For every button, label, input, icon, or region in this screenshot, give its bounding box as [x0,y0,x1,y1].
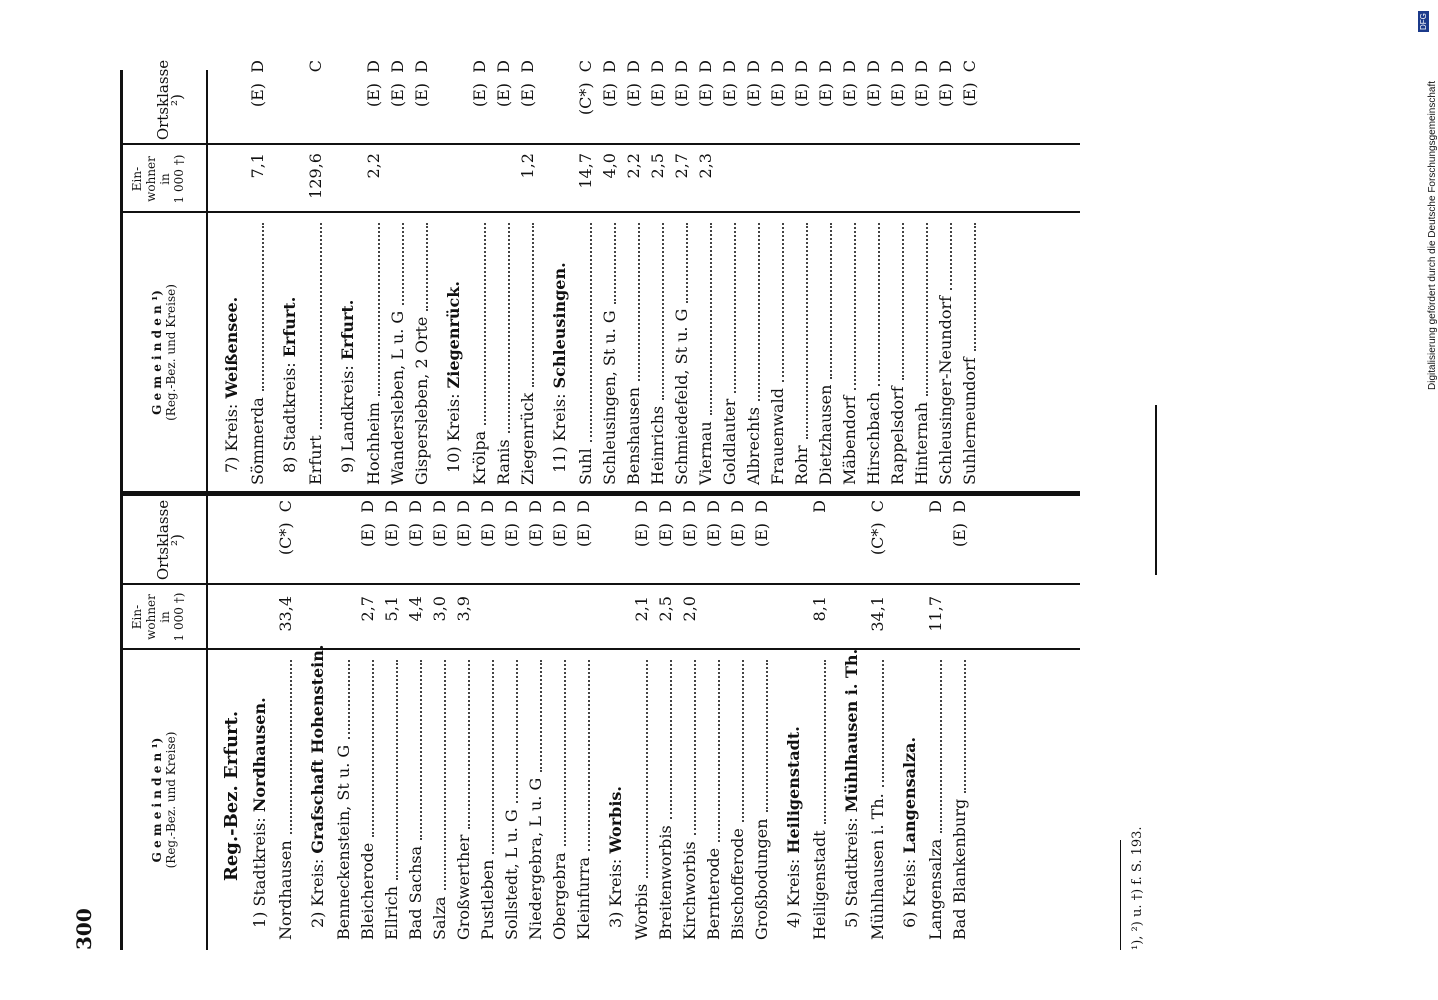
table-row [948,490,972,940]
page-number: 300 [72,908,96,950]
population-value: 1,2 [518,153,537,179]
leader-dots [564,660,566,846]
leader-dots [396,660,398,880]
table-row [654,490,678,940]
ortsklasse-value: (E) D [704,500,723,548]
table-row [934,50,958,485]
municipality-name: Viernau [696,421,715,485]
municipality-name: Mäbendorf [840,395,859,485]
municipality-name: Sollstedt, L u. G [502,809,521,940]
table-row [646,50,670,485]
municipality-name: Rohr [792,445,811,485]
municipality-name: Sömmerda [248,397,267,485]
table-row [726,490,750,940]
leader-dots [710,223,712,415]
leader-dots [902,223,904,380]
population-value: 2,0 [680,596,699,622]
header-ortsklasse-right: Ortsklasse ²) [154,59,186,141]
leader-dots [694,660,696,835]
table-row [404,490,428,940]
municipality-name: Albrechts [744,407,763,485]
ortsklasse-value: (E) D [248,60,267,108]
top-rule [120,70,123,950]
municipality-name: Nordhausen [276,840,295,940]
header-gemeinden-label-r: G e m e i n d e n ¹) [150,290,164,415]
municipality-name: Ranis [494,439,513,485]
ortsklasse-value: (E) D [950,500,969,548]
table-row [814,50,838,485]
leader-dots [854,223,856,390]
table-row [246,50,270,485]
population-value: 34,1 [868,596,887,632]
population-value: 4,4 [406,596,425,622]
ortsklasse-value: (E) D [574,500,593,548]
municipality-name: Schleusinger-Neundorf [936,295,955,485]
section-label: 3) Kreis: [606,853,625,928]
population-value: 2,2 [624,153,643,179]
leader-dots [974,223,976,351]
municipality-name: Benneckenstein, St u. G [334,744,353,940]
leader-dots [420,660,422,840]
table-row [476,490,500,940]
right-column [220,55,1080,485]
rotated-document-page [72,20,1200,980]
ortsklasse-value: (E) D [358,500,377,548]
ortsklasse-value: (E) D [382,500,401,548]
population-value: 2,3 [696,153,715,179]
scan-divider-line [1155,405,1157,575]
section-label: 4) Kreis: [784,853,803,928]
ortsklasse-value: (E) D [752,500,771,548]
leader-dots [540,660,542,772]
municipality-name: Worbis [632,883,651,940]
leader-dots [950,223,952,290]
ortsklasse-value: (E) D [888,60,907,108]
municipality-name: Gispersleben, 2 Orte [412,316,431,485]
table-row [718,50,742,485]
table-row [910,50,934,485]
table-row [304,50,328,485]
leader-dots [662,223,664,400]
municipality-name: Hinternah [912,401,931,485]
population-value: 2,2 [364,153,383,179]
table-row [524,490,548,940]
table-row [838,50,862,485]
table-row [332,490,356,940]
section-label: 9) Landkreis: [338,360,357,473]
leader-dots [734,223,736,393]
table-row [362,50,386,485]
population-value: 2,7 [358,596,377,622]
leader-dots [516,660,518,803]
leader-dots [638,223,640,381]
leader-dots [824,660,826,824]
municipality-name: Pustleben [478,859,497,940]
leader-dots [348,660,350,739]
ortsklasse-value: (E) D [624,60,643,108]
population-value: 4,0 [600,153,619,179]
table-row [622,50,646,485]
section-heading [548,262,572,473]
leader-dots [926,223,928,396]
ortsklasse-value: (E) D [840,60,859,108]
municipality-name: Bischofferode [728,828,747,940]
table-row [452,490,476,940]
table-row [548,490,572,940]
table-row [356,490,380,940]
table-row [678,490,702,940]
table-row [742,50,766,485]
ortsklasse-value: (E) D [744,60,763,108]
ortsklasse-value: (E) D [792,60,811,108]
population-value: 2,5 [648,153,667,179]
section-label: 7) Kreis: [222,398,241,473]
ortsklasse-value: D [810,500,829,513]
section-heading [220,297,244,473]
ortsklasse-value: D [926,500,945,513]
leader-dots [508,223,510,433]
leader-dots [262,223,264,391]
table-row [428,490,452,940]
ortsklasse-value: (E) D [720,60,739,108]
table-row [410,50,434,485]
ortsklasse-value: (E) C [960,60,979,107]
municipality-name: Heiligenstadt [810,830,829,940]
municipality-name: Dietzhausen [816,384,835,485]
ortsklasse-value: (E) D [454,500,473,548]
municipality-name: Goldlauter [720,398,739,485]
table-row [808,490,832,940]
table-row [702,490,726,940]
municipality-name: Breitenworbis [656,825,675,940]
table-row [766,50,790,485]
municipality-name: Niedergebra, L u. G [526,777,545,940]
table-row [468,50,492,485]
leader-dots [484,223,486,425]
section-name: Worbis. [606,786,625,854]
section-label: 6) Kreis: [900,853,919,928]
table-row [574,50,598,485]
ortsklasse-value: (E) D [412,60,431,108]
ortsklasse-value: (E) D [864,60,883,108]
section-label: 11) Kreis: [550,388,569,473]
section-heading [278,297,302,473]
section-name: Nordhausen. [250,697,269,813]
ortsklasse-value: (C*) C [576,60,595,116]
ortsklasse-value: (C*) C [276,500,295,556]
municipality-name: Benshausen [624,387,643,485]
municipality-name: Frauenwald [768,388,787,485]
section-heading [840,649,864,928]
section-name: Grafschaft Hohenstein. [308,644,327,854]
section-name: Erfurt. [338,299,357,361]
ortsklasse-value: (E) D [912,60,931,108]
leader-dots [940,660,942,833]
population-value: 7,1 [248,153,267,179]
population-value: 129,6 [306,153,325,199]
ortsklasse-value: (C*) C [868,500,887,556]
municipality-name: Heinrichs [648,405,667,485]
leader-dots [646,660,648,878]
table-row [924,490,948,940]
ortsklasse-value: (E) D [502,500,521,548]
municipality-name: Ziegenrück [518,392,537,485]
ortsklasse-value: (E) D [632,500,651,548]
ortsklasse-value: (E) D [728,500,747,548]
table-row [598,50,622,485]
ortsklasse-value: (E) D [494,60,513,108]
leader-dots [590,223,592,442]
ortsklasse-value: (E) D [648,60,667,108]
leader-dots [290,660,292,834]
municipality-name: Krölpa [470,430,489,485]
section-heading [604,786,628,928]
section-name: Mühlhausen i. Th. [842,648,861,813]
ortsklasse-value: (E) D [518,60,537,108]
leader-dots [766,660,768,812]
header-gemeinden-right [150,215,178,490]
municipality-name: Kleinfurra [574,856,593,940]
ortsklasse-value: (E) D [656,500,675,548]
section-label: 5) Stadtkreis: [842,812,861,928]
table-row [516,50,540,485]
section-label: 1) Stadtkreis: [250,812,269,928]
table-row [572,490,596,940]
section-heading [898,737,922,928]
population-value: 33,4 [276,596,295,632]
ortsklasse-value: (E) D [430,500,449,548]
table-row [274,490,298,940]
municipality-name: Hochheim [364,402,383,485]
table-row [750,490,774,940]
header-einwohner-right: Ein- wohner in 1 000 †) [130,154,186,204]
ortsklasse-value: (E) D [768,60,787,108]
municipality-name: Langensalza [926,838,945,940]
municipality-name: Erfurt [306,435,325,485]
municipality-name: Suhlerneundorf [960,357,979,485]
ortsklasse-value: (E) D [672,60,691,108]
leader-dots [782,223,784,382]
population-value: 2,7 [672,153,691,179]
leader-dots [588,660,590,851]
ortsklasse-value: (E) D [550,500,569,548]
leader-dots [532,223,534,387]
section-name: Ziegenrück. [444,281,463,389]
table-row [886,50,910,485]
leader-dots [468,660,470,829]
ortsklasse-value: (E) D [600,60,619,108]
municipality-name: Schmiedefeld, St u. G [672,308,691,485]
footnote-rule [1120,840,1121,950]
leader-dots [492,660,494,854]
leader-dots [878,223,880,386]
municipality-name: Wandersleben, L u. G [388,310,407,485]
table-row [958,50,982,485]
digitization-note: Digitalisierung gefördert durch die Deutsche Forschungsgemeinschaft [1427,80,1438,390]
section-label: 8) Stadtkreis: [280,357,299,473]
leader-dots [806,223,808,439]
table-row [694,50,718,485]
table-row [386,50,410,485]
section-heading [248,697,272,928]
leader-dots [426,223,428,311]
ortsklasse-value: (E) D [406,500,425,548]
section-label: 10) Kreis: [444,388,463,473]
table-row [790,50,814,485]
ortsklasse-value: (E) D [364,60,383,108]
ortsklasse-value: (E) D [936,60,955,108]
leader-dots [830,223,832,379]
leader-dots [964,660,966,793]
left-column [220,495,1080,940]
leader-dots [718,660,720,842]
section-heading [336,300,360,473]
leader-dots [402,223,404,305]
population-value: 3,9 [454,596,473,622]
footnote: ¹), ²) u. †) f. S. 193. [1130,826,1145,950]
population-value: 5,1 [382,596,401,622]
section-heading [782,726,806,928]
leader-dots [444,660,446,890]
municipality-name: Obergebra [550,852,569,940]
header-gemeinden-sub-r: (Reg.-Bez. und Kreise) [164,284,178,421]
section-name: Langensalza. [900,736,919,854]
leader-dots [614,223,616,304]
population-value: 3,0 [430,596,449,622]
table-row [670,50,694,485]
population-value: 8,1 [810,596,829,622]
section-heading [306,645,330,928]
municipality-name: Bad Sachsa [406,845,425,940]
municipality-name: Mühlhausen i. Th. [868,793,887,940]
section-name: Heiligenstadt. [784,726,803,854]
header-rule [206,70,208,950]
table-row [862,50,886,485]
municipality-name: Hirschbach [864,391,883,485]
leader-dots [758,223,760,401]
section-label: 2) Kreis: [308,853,327,928]
leader-dots [670,660,672,819]
header-gemeinden-label: G e m e i n d e n ¹) [150,737,164,863]
municipality-name: Suhl [576,448,595,485]
ortsklasse-value: C [306,60,325,73]
region-title: Reg.-Bez. Erfurt. [221,710,242,882]
municipality-name: Salza [430,896,449,940]
ortsklasse-value: (E) D [680,500,699,548]
population-value: 14,7 [576,153,595,189]
leader-dots [320,223,322,429]
municipality-name: Bad Blankenburg [950,798,969,940]
header-einwohner-left: Ein- wohner in 1 000 †) [130,592,186,642]
section-name: Weißensee. [222,296,241,399]
municipality-name: Großwerther [454,834,473,940]
ortsklasse-value: (E) D [470,60,489,108]
header-gemeinden-sub: (Reg.-Bez. und Kreise) [164,731,178,869]
municipality-name: Bleicherode [358,842,377,940]
ortsklasse-value: (E) D [816,60,835,108]
municipality-name: Schleusingen, St u. G [600,310,619,485]
section-name: Schleusingen. [550,262,569,389]
population-value: 11,7 [926,596,945,632]
municipality-name: Großbodungen [752,818,771,940]
header-gemeinden-left [150,660,178,940]
leader-dots [372,660,374,837]
dfg-logo: DFG [1419,13,1428,30]
municipality-name: Rappelsdorf [888,386,907,485]
table-row [500,490,524,940]
leader-dots [882,660,884,787]
municipality-name: Ellrich [382,886,401,940]
header-ortsklasse-left: Ortsklasse ²) [154,499,186,581]
population-value: 2,1 [632,596,651,622]
table-row [630,490,654,940]
ortsklasse-value: (E) D [696,60,715,108]
table-row [866,490,890,940]
municipality-name: Kirchworbis [680,841,699,940]
leader-dots [742,660,744,822]
ortsklasse-value: (E) D [478,500,497,548]
table-row [380,490,404,940]
ortsklasse-value: (E) D [388,60,407,108]
table-row [492,50,516,485]
section-name: Erfurt. [280,296,299,358]
section-heading [442,281,466,473]
population-value: 2,5 [656,596,675,622]
leader-dots [686,223,688,303]
municipality-name: Bernterode [704,847,723,940]
ortsklasse-value: (E) D [526,500,545,548]
leader-dots [378,223,380,396]
